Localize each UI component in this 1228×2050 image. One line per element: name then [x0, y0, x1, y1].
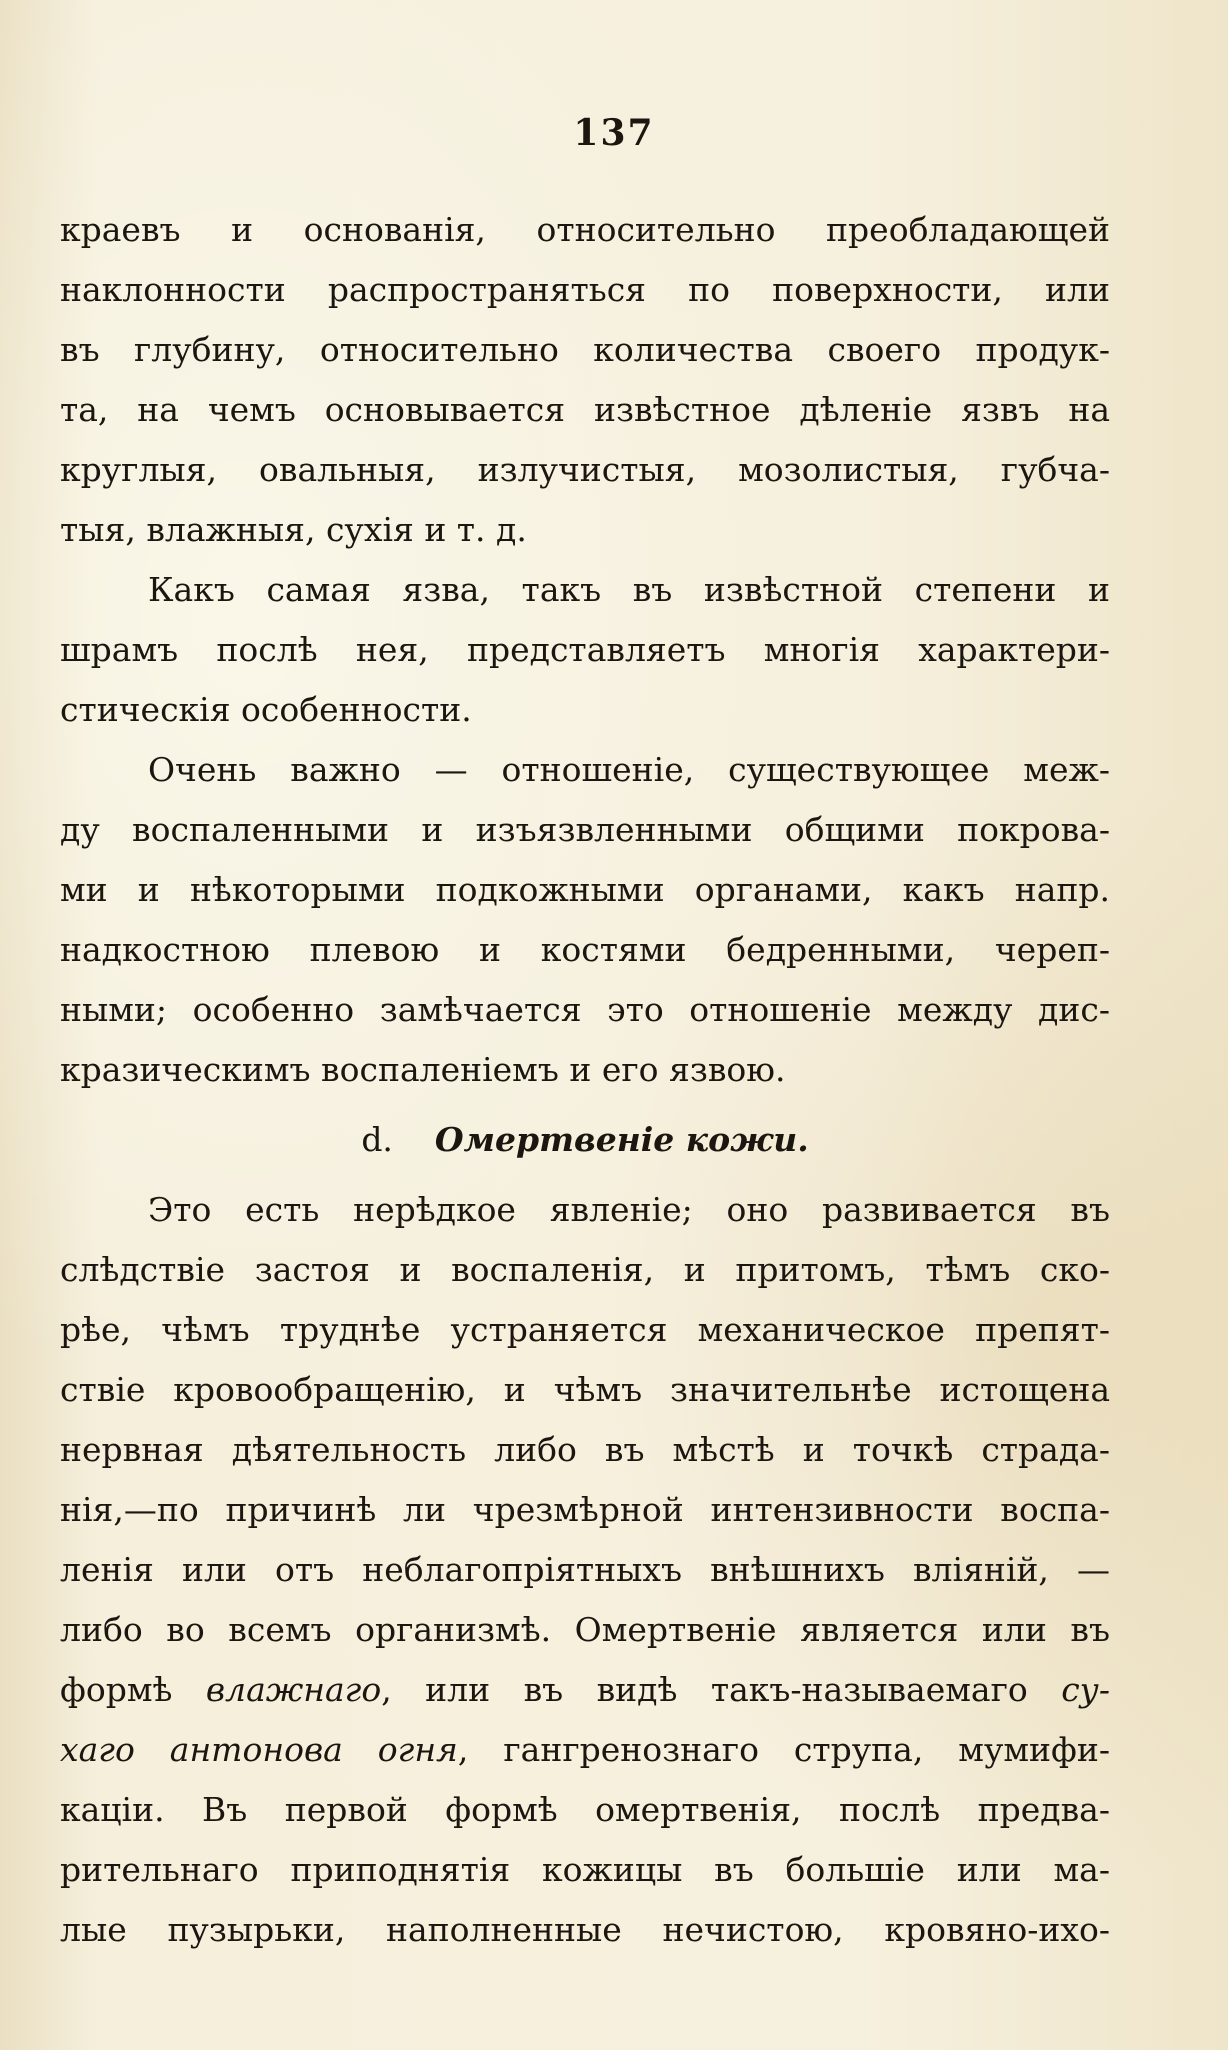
italic-term: влажнаго	[205, 1670, 382, 1709]
text-line: круглыя, овальныя, излучистыя, мозолистыя, губча-	[60, 450, 1110, 489]
page-number: 137	[573, 112, 655, 154]
text-line: Очень важно — отношеніе, существующее меж-	[148, 750, 1110, 789]
paragraph-1	[60, 200, 1110, 560]
section-heading	[60, 1100, 1110, 1180]
section-letter: d.	[361, 1120, 393, 1159]
paragraph-3	[60, 740, 1110, 1100]
text-line: ствіе кровообращенію, и чѣмъ значительнѣе истощена	[60, 1370, 1110, 1409]
text-line: ленія или отъ неблагопріятныхъ внѣшнихъ вліяній, —	[60, 1550, 1110, 1589]
text-line: наклонности распространяться по поверхности, или	[60, 270, 1110, 309]
text-line	[60, 1660, 1110, 1720]
text-line: стическія особенности.	[60, 690, 472, 729]
text-line: Это есть нерѣдкое явленіе; оно развивается въ	[148, 1190, 1110, 1229]
italic-term: су-	[1061, 1670, 1110, 1709]
text-line: краевъ и основанія, относительно преобладающей	[60, 210, 1110, 249]
text-line: рѣе, чѣмъ труднѣе устраняется механическое препят-	[60, 1310, 1110, 1349]
text-line: рительнаго приподнятія кожицы въ большіе или ма-	[60, 1850, 1110, 1889]
text-line: ными; особенно замѣчается это отношеніе между дис-	[60, 990, 1110, 1029]
text-line: надкостною плевою и костями бедренными, череп-	[60, 930, 1110, 969]
text-block	[60, 200, 1110, 1960]
text-line: тыя, влажныя, сухія и т. д.	[60, 510, 527, 549]
paragraph-4	[60, 1180, 1110, 1960]
text-fragment: формѣ	[60, 1670, 206, 1709]
text-line: нервная дѣятельность либо въ мѣстѣ и точкѣ страда-	[60, 1430, 1110, 1469]
text-line: ду воспаленными и изъязвленными общими покрова-	[60, 810, 1110, 849]
paragraph-2	[60, 560, 1110, 740]
italic-term: хаго антонова огня	[60, 1730, 458, 1769]
text-line: шрамъ послѣ нея, представляетъ многія характери-	[60, 630, 1110, 669]
text-line: кразическимъ воспаленіемъ и его язвою.	[60, 1050, 786, 1089]
text-line: та, на чемъ основывается извѣстное дѣленіе язвъ на	[60, 390, 1110, 429]
text-line: слѣдствіе застоя и воспаленія, и притомъ, тѣмъ ско-	[60, 1250, 1110, 1289]
text-line: въ глубину, относительно количества своего продук-	[60, 330, 1110, 369]
text-fragment: , гангренознаго струпа, мумифи-	[457, 1730, 1110, 1769]
text-line: каціи. Въ первой формѣ омертвенія, послѣ предва-	[60, 1790, 1110, 1829]
text-line: лые пузырьки, наполненные нечистою, кровяно-ихо-	[60, 1910, 1110, 1949]
text-line: ми и нѣкоторыми подкожными органами, какъ напр.	[60, 870, 1110, 909]
text-line	[60, 1720, 1110, 1780]
text-fragment: , или въ видѣ такъ-называемаго	[381, 1670, 1062, 1709]
text-line: либо во всемъ организмѣ. Омертвеніе является или въ	[60, 1610, 1110, 1649]
section-title: Омертвеніе кожи.	[434, 1120, 809, 1159]
text-line: Какъ самая язва, такъ въ извѣстной степени и	[148, 570, 1110, 609]
text-line: нія,—по причинѣ ли чрезмѣрной интензивности воспа-	[60, 1490, 1110, 1529]
